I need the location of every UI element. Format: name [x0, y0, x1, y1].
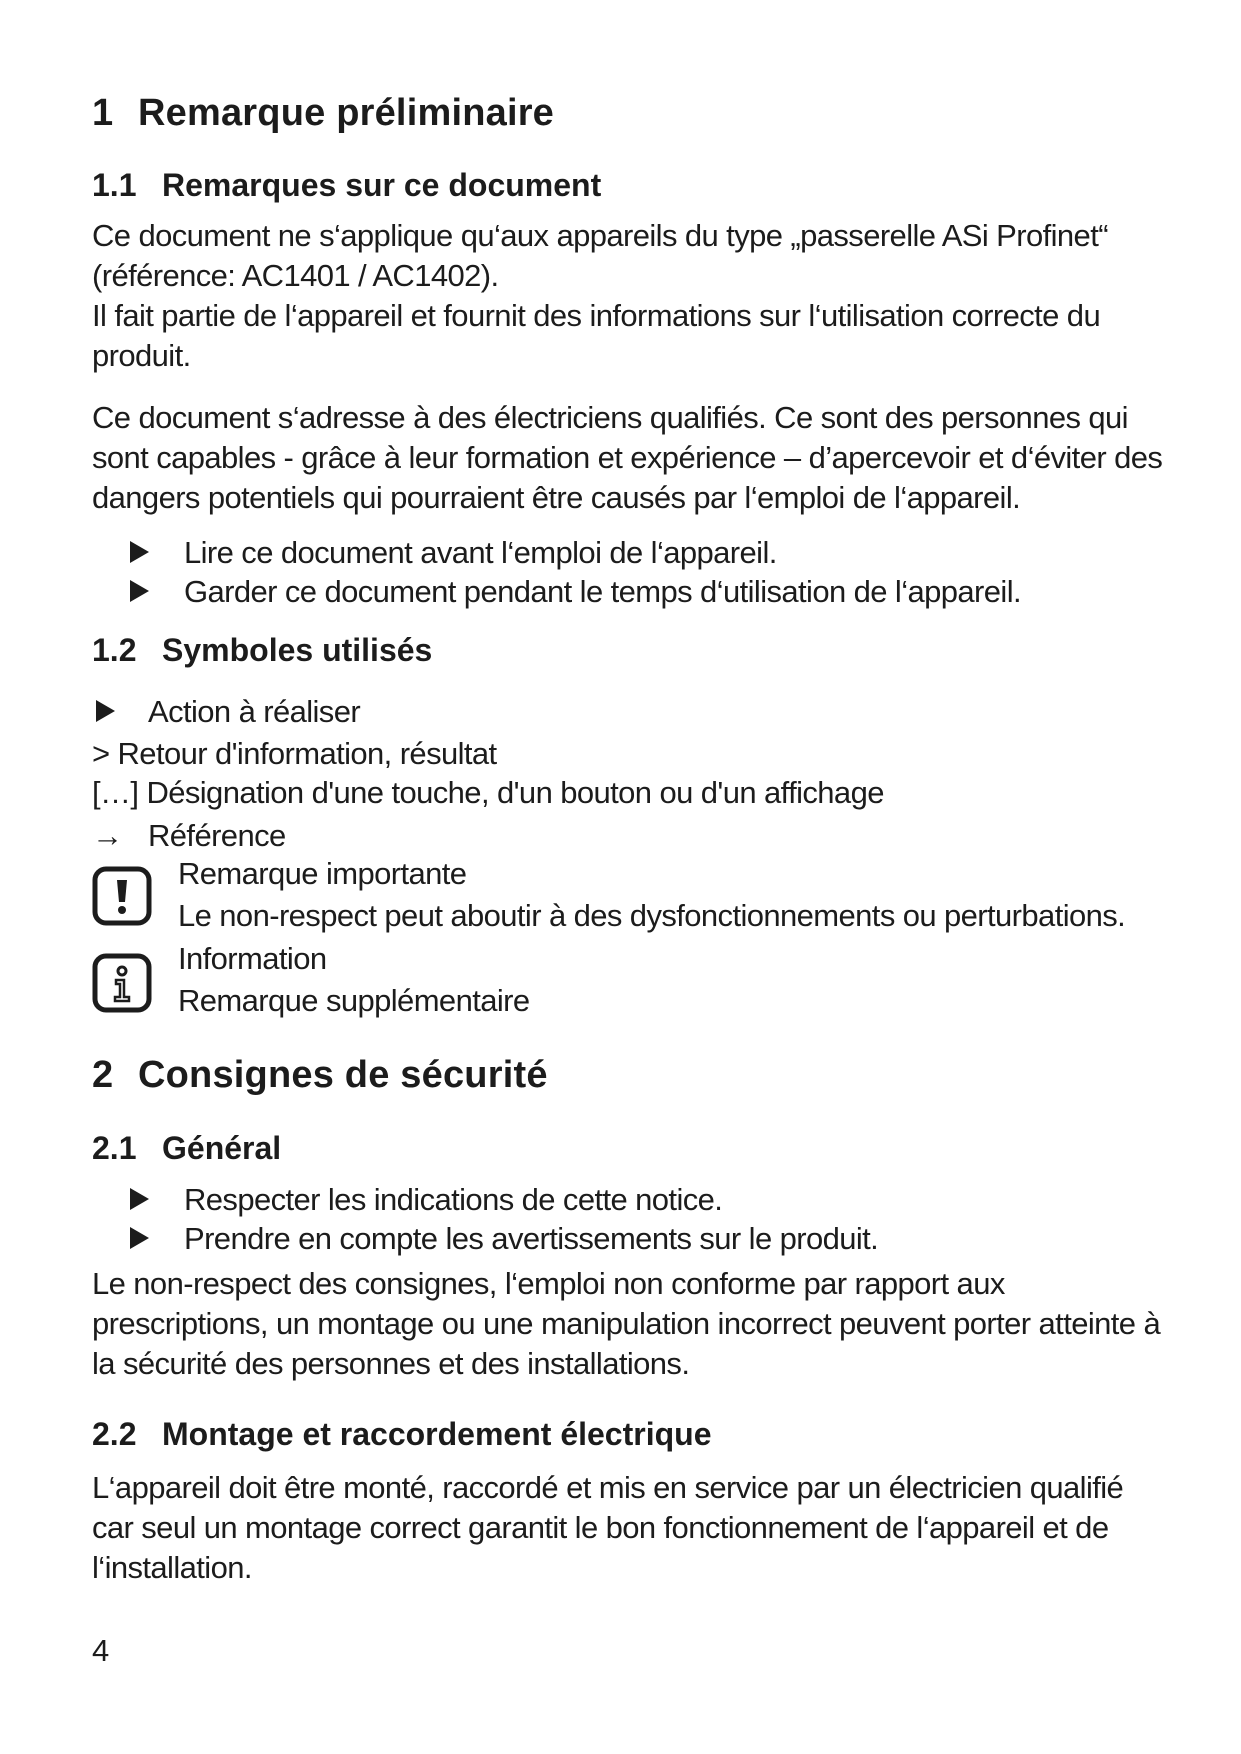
section-2-heading [92, 1054, 548, 1097]
symbol-text: Référence [148, 818, 286, 853]
subsection-title: Général [162, 1130, 282, 1166]
subsection-title: Montage et raccordement électrique [162, 1416, 712, 1452]
paragraph-general [92, 1264, 1161, 1384]
text-line: car seul un montage correct garantit le bon fonctionnement de l‘appareil et de [92, 1510, 1109, 1545]
text-line: Il fait partie de l‘appareil et fournit des informations sur l‘utilisation correcte du [92, 298, 1101, 333]
bullet-text: Lire ce document avant l‘emploi de l‘appareil. [184, 535, 777, 570]
subsection-title: Remarques sur ce document [162, 167, 602, 203]
text-line: L‘appareil doit être monté, raccordé et mis en service par un électricien qualifié [92, 1470, 1124, 1505]
bullet-text: Respecter les indications de cette notice. [184, 1182, 723, 1217]
subsection-number: 2.2 [92, 1416, 137, 1452]
text-line: produit. [92, 338, 191, 373]
subsection-1-2-heading [92, 632, 432, 669]
section-title: Consignes de sécurité [138, 1054, 548, 1096]
paragraph-mounting [92, 1468, 1152, 1588]
text-line: la sécurité des personnes et des installations. [92, 1346, 690, 1381]
symbol-designation [92, 775, 884, 811]
section-number: 1 [92, 92, 114, 134]
important-text: Le non-respect peut aboutir à des dysfonctionnements ou perturbations. [178, 898, 1126, 933]
subsection-number: 1.2 [92, 632, 137, 668]
text-line: prescriptions, un montage ou une manipulation incorrect peuvent porter atteinte à [92, 1306, 1161, 1341]
subsection-number: 2.1 [92, 1130, 137, 1166]
text-line: Ce document s‘adresse à des électriciens qualifiés. Ce sont des personnes qui [92, 400, 1128, 435]
info-title: Information [178, 941, 327, 976]
exclamation-box-icon [92, 866, 152, 926]
section-title: Remarque préliminaire [138, 92, 555, 134]
subsection-2-1-heading [92, 1130, 281, 1167]
symbol-text: > Retour d'information, résultat [92, 736, 497, 771]
section-1-heading [92, 92, 554, 135]
page-number: 4 [92, 1633, 110, 1668]
info-box-icon [92, 953, 152, 1013]
paragraph-audience [92, 398, 1163, 518]
symbol-text: […] Désignation d'une touche, d'un bouton ou d'un affichage [92, 775, 884, 810]
subsection-title: Symboles utilisés [162, 632, 433, 668]
important-title: Remarque importante [178, 856, 467, 891]
bullet-text: Garder ce document pendant le temps d‘utilisation de l‘appareil. [184, 574, 1022, 609]
symbol-text: Action à réaliser [148, 694, 361, 729]
text-line: Ce document ne s‘applique qu‘aux appareils du type „passerelle ASi Profinet“ [92, 218, 1108, 253]
subsection-2-2-heading [92, 1416, 711, 1453]
bullet-text: Prendre en compte les avertissements sur le produit. [184, 1221, 879, 1256]
text-line: Le non-respect des consignes, l‘emploi non conforme par rapport aux [92, 1266, 1005, 1301]
section-number: 2 [92, 1054, 114, 1096]
subsection-number: 1.1 [92, 167, 137, 203]
triangle-right-icon [130, 1227, 149, 1249]
arrow-right-icon: → [92, 818, 123, 853]
paragraph-scope [92, 216, 1152, 376]
text-line: dangers potentiels qui pourraient être causés par l‘emploi de l‘appareil. [92, 480, 1021, 515]
text-line: l‘installation. [92, 1550, 252, 1585]
text-line: (référence: AC1401 / AC1402). [92, 258, 499, 293]
triangle-right-icon [96, 700, 115, 722]
triangle-right-icon [130, 541, 149, 563]
text-line: sont capables - grâce à leur formation et expérience – d’apercevoir et d‘éviter des [92, 440, 1163, 475]
subsection-1-1-heading [92, 167, 601, 204]
triangle-right-icon [130, 1188, 149, 1210]
info-text: Remarque supplémentaire [178, 983, 530, 1018]
triangle-right-icon [130, 580, 149, 602]
symbol-feedback [92, 736, 497, 772]
